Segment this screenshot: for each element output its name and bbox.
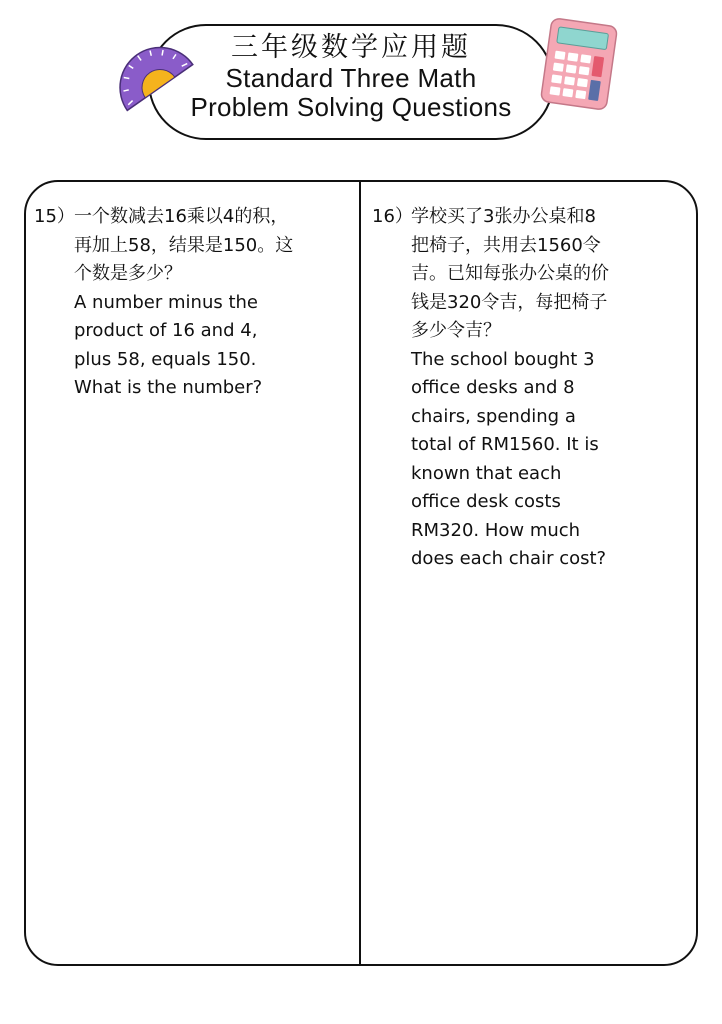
column-divider [359,182,361,964]
question-number: 15） [34,206,75,227]
question-text-english: A number minus the product of 16 and 4, plus 58, equals 150. What is the number? [74,291,263,398]
title-english-line1: Standard Three Math [225,63,477,93]
question-16 [372,203,692,583]
title-chinese: 三年级数学应用题 [231,32,471,63]
title-english-line2: Problem Solving Questions [190,92,512,122]
question-text-chinese: 一个数减去16乘以4的积， 再加上58，结果是150。这 个数是多少？ [74,206,294,284]
question-15 [34,203,354,463]
question-number: 16） [372,206,413,227]
question-text-english: The school bought 3 office desks and 8 chairs, spending a total of RM1560. It is known that each office desk costs RM320. How much does each chair cost? [411,348,607,569]
page-title [148,24,554,122]
question-text-chinese: 学校买了3张办公桌和8 把椅子，共用去1560令 吉。已知每张办公桌的价 钱是320令吉，每把椅子 多少令吉？ [411,206,609,341]
